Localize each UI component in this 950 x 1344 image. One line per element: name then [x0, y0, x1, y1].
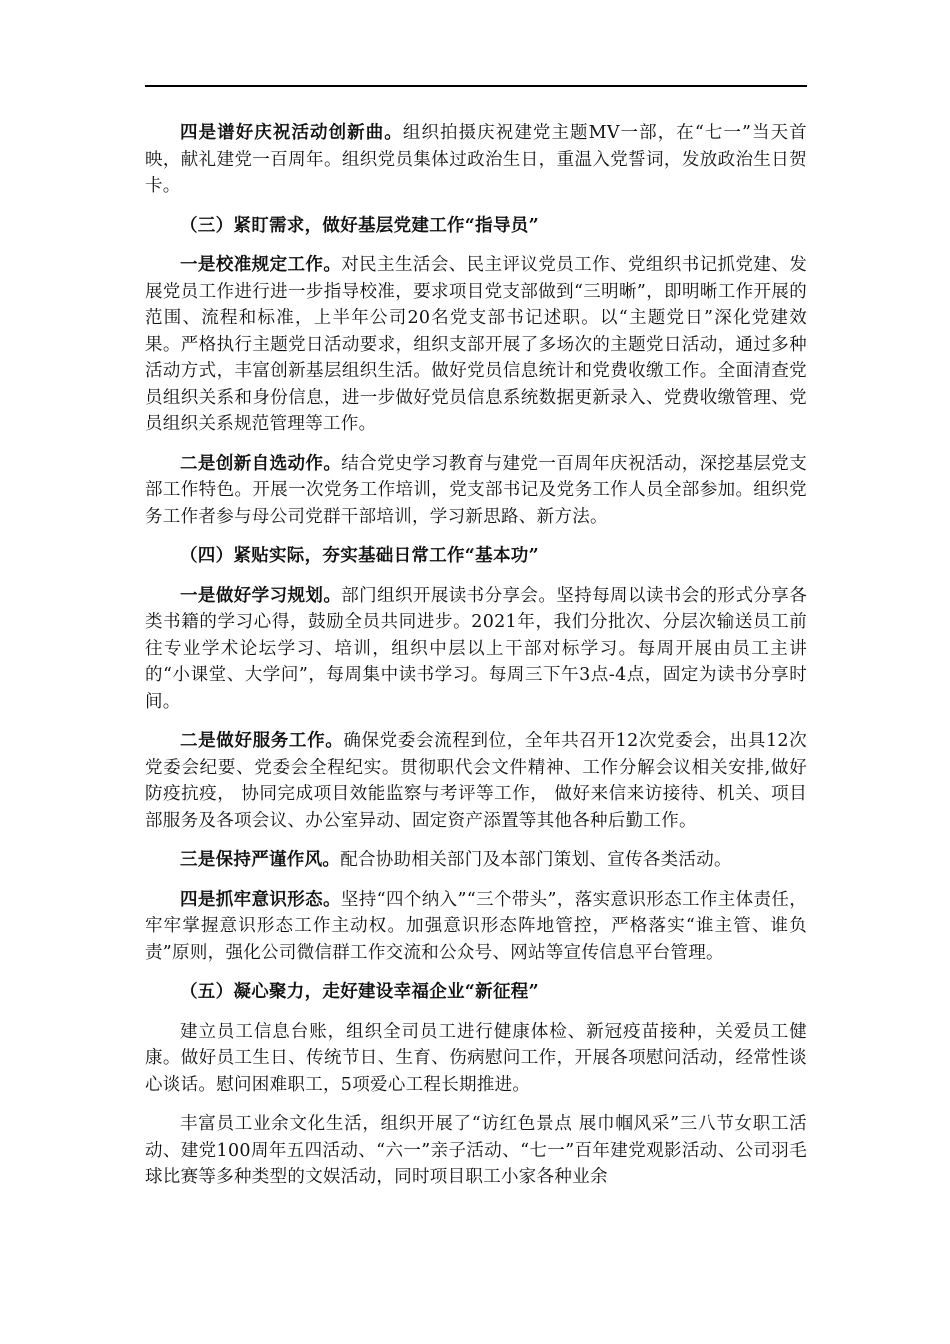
document-body [145, 120, 807, 1204]
body-paragraph [145, 847, 807, 874]
body-paragraph [145, 252, 807, 438]
paragraph-lead: 三是保持严谨作风。 [180, 850, 341, 870]
paragraph-lead: 二是创新自选动作。 [180, 453, 342, 474]
body-paragraph [145, 1111, 807, 1191]
paragraph-lead: 四是谱好庆祝活动创新曲。 [180, 123, 403, 143]
paragraph-text: 丰富员工业余文化生活，组织开展了“访红色景点 展巾帼风采”三八节女职工活动、建党100周年五四活动、“六一”亲子活动、“七一”百年建党观影活动、公司羽毛球比赛等多种类型的文娱活动，同时项目职工小家各种业余 [145, 1114, 807, 1187]
paragraph-lead: 一是校准规定工作。 [180, 255, 342, 275]
body-paragraph [145, 451, 807, 531]
body-paragraph [145, 887, 807, 967]
paragraph-lead: 四是抓牢意识形态。 [180, 889, 341, 910]
body-paragraph [145, 728, 807, 834]
paragraph-text: 建立员工信息台账，组织全司员工进行健康体检、新冠疫苗接种，关爱员工健康。做好员工生日、传统节日、生育、伤病慰问工作，开展各项慰问活动，经常性谈心谈话。慰问困难职工，5项爱心工程长期推进。 [145, 1021, 807, 1095]
paragraph-lead: 一是做好学习规划。 [180, 585, 342, 606]
paragraph-text: 结合党史学习教育与建党一百周年庆祝活动，深挖基层党支部工作特色。开展一次党务工作培训，党支部书记及党务工作人员全部参加。组织党务工作者参与母公司党群干部培训，学习新思路、新方法。 [145, 453, 807, 527]
section-heading: （四）紧贴实际，夯实基础日常工作“基本功” [180, 546, 539, 566]
paragraph-text: 组织拍摄庆祝建党主题MV一部，在“七一”当天首映，献礼建党一百周年。组织党员集体过政治生日，重温入党誓词，发放政治生日贺卡。 [145, 123, 807, 196]
header-rule [145, 85, 807, 87]
body-paragraph [145, 120, 807, 200]
body-paragraph [145, 1019, 807, 1099]
paragraph-text: 确保党委会流程到位，全年共召开12次党委会，出具12次党委会纪要、党委会全程纪实。贯彻职代会文件精神、工作分解会议相关安排,做好防疫抗疫， 协同完成项目效能监察与考评等工作， 做好来信来访接待、机关、项目部服务及各项会议、办公室异动、固定资产添置等其他各种后勤工作。 [145, 731, 808, 831]
body-paragraph [145, 583, 807, 716]
paragraph-text: 配合协助相关部门及本部门策划、宣传各类活动。 [340, 850, 732, 870]
paragraph-lead: 二是做好服务工作。 [180, 731, 344, 751]
section-heading: （五）凝心聚力，走好建设幸福企业“新征程” [180, 982, 539, 1002]
paragraph-text: 部门组织开展读书分享会。坚持每周以读书会的形式分享各类书籍的学习心得，鼓励全员共同进步。2021年，我们分批次、分层次输送员工前往专业学术论坛学习、培训，组织中层以上干部对标学习。每周开展由员工主讲的“小课堂、大学问”，每周集中读书学习。每周三下午3点-4点，固定为读书分享时间。 [145, 585, 807, 712]
paragraph-text: 对民主生活会、民主评议党员工作、党组织书记抓党建、发展党员工作进行进一步指导校准，要求项目党支部做到“三明晰”，即明晰工作开展的范围、流程和标准，上半年公司20名党支部书记述职。以“主题党日”深化党建效果。严格执行主题党日活动要求，组织支部开展了多场次的主题党日活动，通过多种活动方式，丰富创新基层组织生活。做好党员信息统计和党费收缴工作。全面清查党员组织关系和身份信息，进一步做好党员信息系统数据更新录入、党费收缴管理、党员组织关系规范管理等工作。 [145, 255, 807, 434]
section-heading: （三）紧盯需求，做好基层党建工作“指导员” [180, 215, 539, 236]
paragraph-text: 坚持“四个纳入”“三个带头”，落实意识形态工作主体责任，牢牢掌握意识形态工作主动权。加强意识形态阵地管控，严格落实“谁主管、谁负责”原则，强化公司微信群工作交流和公众号、网站等宣传信息平台管理。 [145, 889, 807, 963]
